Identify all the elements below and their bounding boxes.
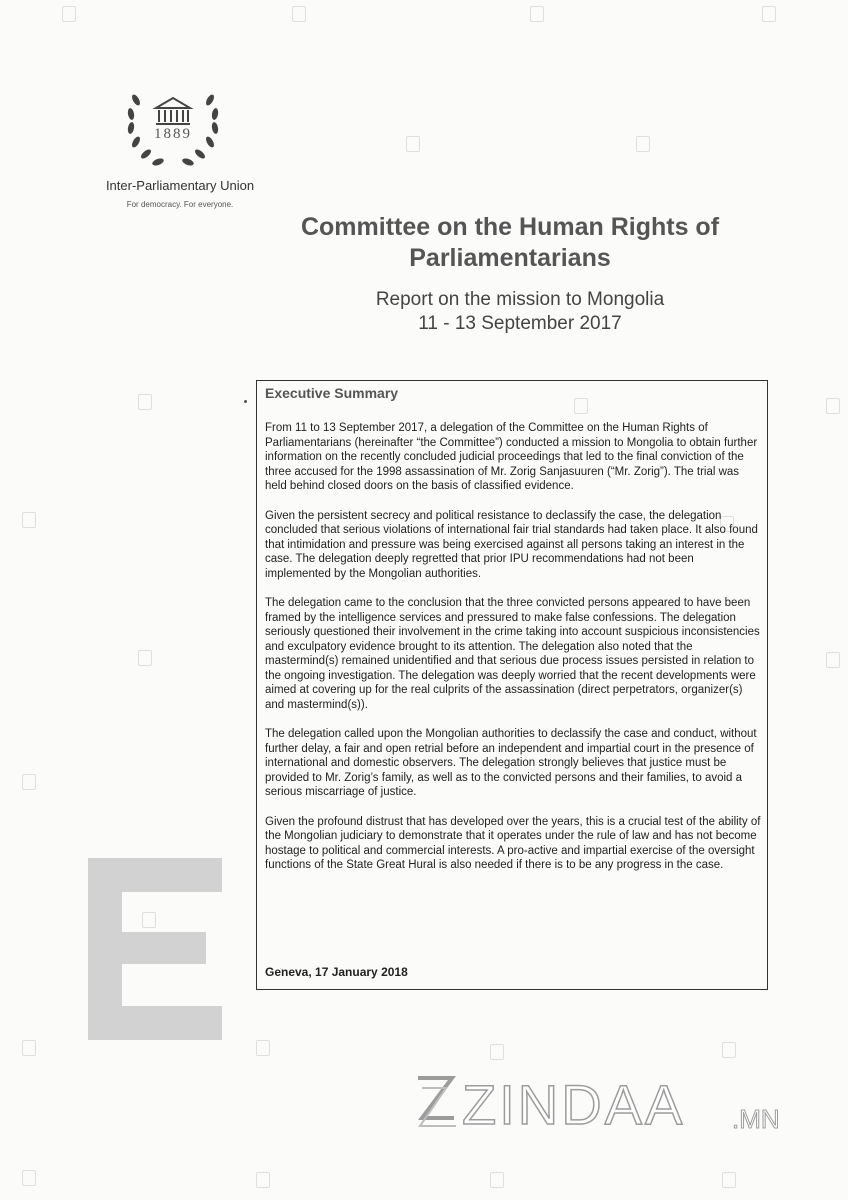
- watermark-tile: [292, 6, 306, 22]
- zindaa-watermark-suffix: .MN: [732, 1104, 780, 1134]
- watermark-tile: [826, 652, 840, 668]
- laurel-wreath-icon: [118, 70, 228, 180]
- org-tagline: For democracy. For everyone.: [126, 200, 234, 209]
- letter-e-graphic: [88, 858, 222, 1040]
- watermark-tile: [530, 6, 544, 22]
- watermark-tile: [22, 1170, 36, 1186]
- watermark-tile: [62, 6, 76, 22]
- watermark-tile: [826, 398, 840, 414]
- ipu-logo: [118, 70, 228, 180]
- watermark-tile: [138, 650, 152, 666]
- report-subtitle: [300, 288, 740, 336]
- report-title-line-2: Parliamentarians: [409, 244, 611, 272]
- report-subtitle-line-2: 11 - 13 September 2017: [418, 313, 622, 334]
- watermark-tile: [406, 136, 420, 152]
- zindaa-watermark: [412, 1064, 792, 1146]
- watermark-tile: [636, 136, 650, 152]
- zindaa-watermark-text: ZINDAA: [462, 1073, 686, 1136]
- summary-paragraph: The delegation came to the conclusion that the three convicted persons appeared to have been framed by the intelligence services and pressured to make false confessions. The delegation seriously questioned their involvement in the crime taking into account suspicious inconsistencies and exculpatory evidence brought to its attention. The delegation also noted that the mastermind(s) remained unidentified and that serious due process issues persisted in relation to the ongoing investigation. The delegation was deeply worried that the recent developments were aimed at covering up for the real culprits of the assassination (direct perpetrators, organizer(s) and mastermind(s)).: [265, 597, 760, 711]
- watermark-tile: [138, 394, 152, 410]
- watermark-tile: [256, 1172, 270, 1188]
- report-title: [230, 212, 790, 274]
- org-name: Inter-Parliamentary Union: [105, 178, 255, 193]
- summary-paragraph: The delegation called upon the Mongolian authorities to declassify the case and conduct, without further delay, a fair and open retrial before an independent and impartial court in the presence of international and domestic observers. The delegation strongly believes that justice must be provided to Mr. Zorig’s family, as well as to the convicted persons and their families, to avoid a serious miscarriage of justice.: [265, 728, 757, 798]
- zindaa-logo-icon: [412, 1074, 460, 1134]
- watermark-tile: [22, 512, 36, 528]
- report-subtitle-line-1: Report on the mission to Mongolia: [375, 289, 665, 310]
- report-title-line-1: Committee on the Human Rights of: [300, 213, 720, 241]
- watermark-tile: [256, 1040, 270, 1056]
- watermark-tile: [22, 774, 36, 790]
- watermark-tile: [762, 6, 776, 22]
- stray-mark: [244, 400, 247, 403]
- watermark-tile: [490, 1044, 504, 1060]
- signoff-place-date: Geneva, 17 January 2018: [265, 965, 408, 979]
- summary-paragraph: Given the profound distrust that has developed over the years, this is a crucial test of the ability of the Mongolian judiciary to demonstrate that it operates under the rule of law and has not become hostage to political and commercial interests. A pro-active and impartial exercise of the oversight functions of the State Great Hural is also needed if there is to be any progress in the case.: [265, 815, 761, 871]
- summary-paragraph: From 11 to 13 September 2017, a delegation of the Committee on the Human Rights of Parliamentarians (hereinafter “the Committee”) conducted a mission to Mongolia to obtain further information on the recently concluded judicial proceedings that led to the final conviction of the three accused for the 1998 assassination of Mr. Zorig Sanjasuuren (“Mr. Zorig”). The trial was held behind closed doors on the basis of classified evidence.: [265, 422, 758, 492]
- watermark-tile: [490, 1172, 504, 1188]
- language-marker-e: [88, 858, 222, 1040]
- logo-year: 1889: [154, 126, 192, 142]
- watermark-tile: [722, 1172, 736, 1188]
- executive-summary-box: [256, 380, 768, 990]
- executive-summary-heading: Executive Summary: [265, 385, 399, 401]
- watermark-tile: [722, 1042, 736, 1058]
- executive-summary-body: [265, 421, 761, 888]
- summary-paragraph: Given the persistent secrecy and political resistance to declassify the case, the delegation concluded that serious violations of international fair trial standards had taken place. It also found that intimidation and pressure was being exercised against all persons taking an interest in the case. The delegation deeply regretted that prior IPU recommendations had not been implemented by the Mongolian authorities.: [265, 509, 758, 580]
- watermark-tile: [22, 1040, 36, 1056]
